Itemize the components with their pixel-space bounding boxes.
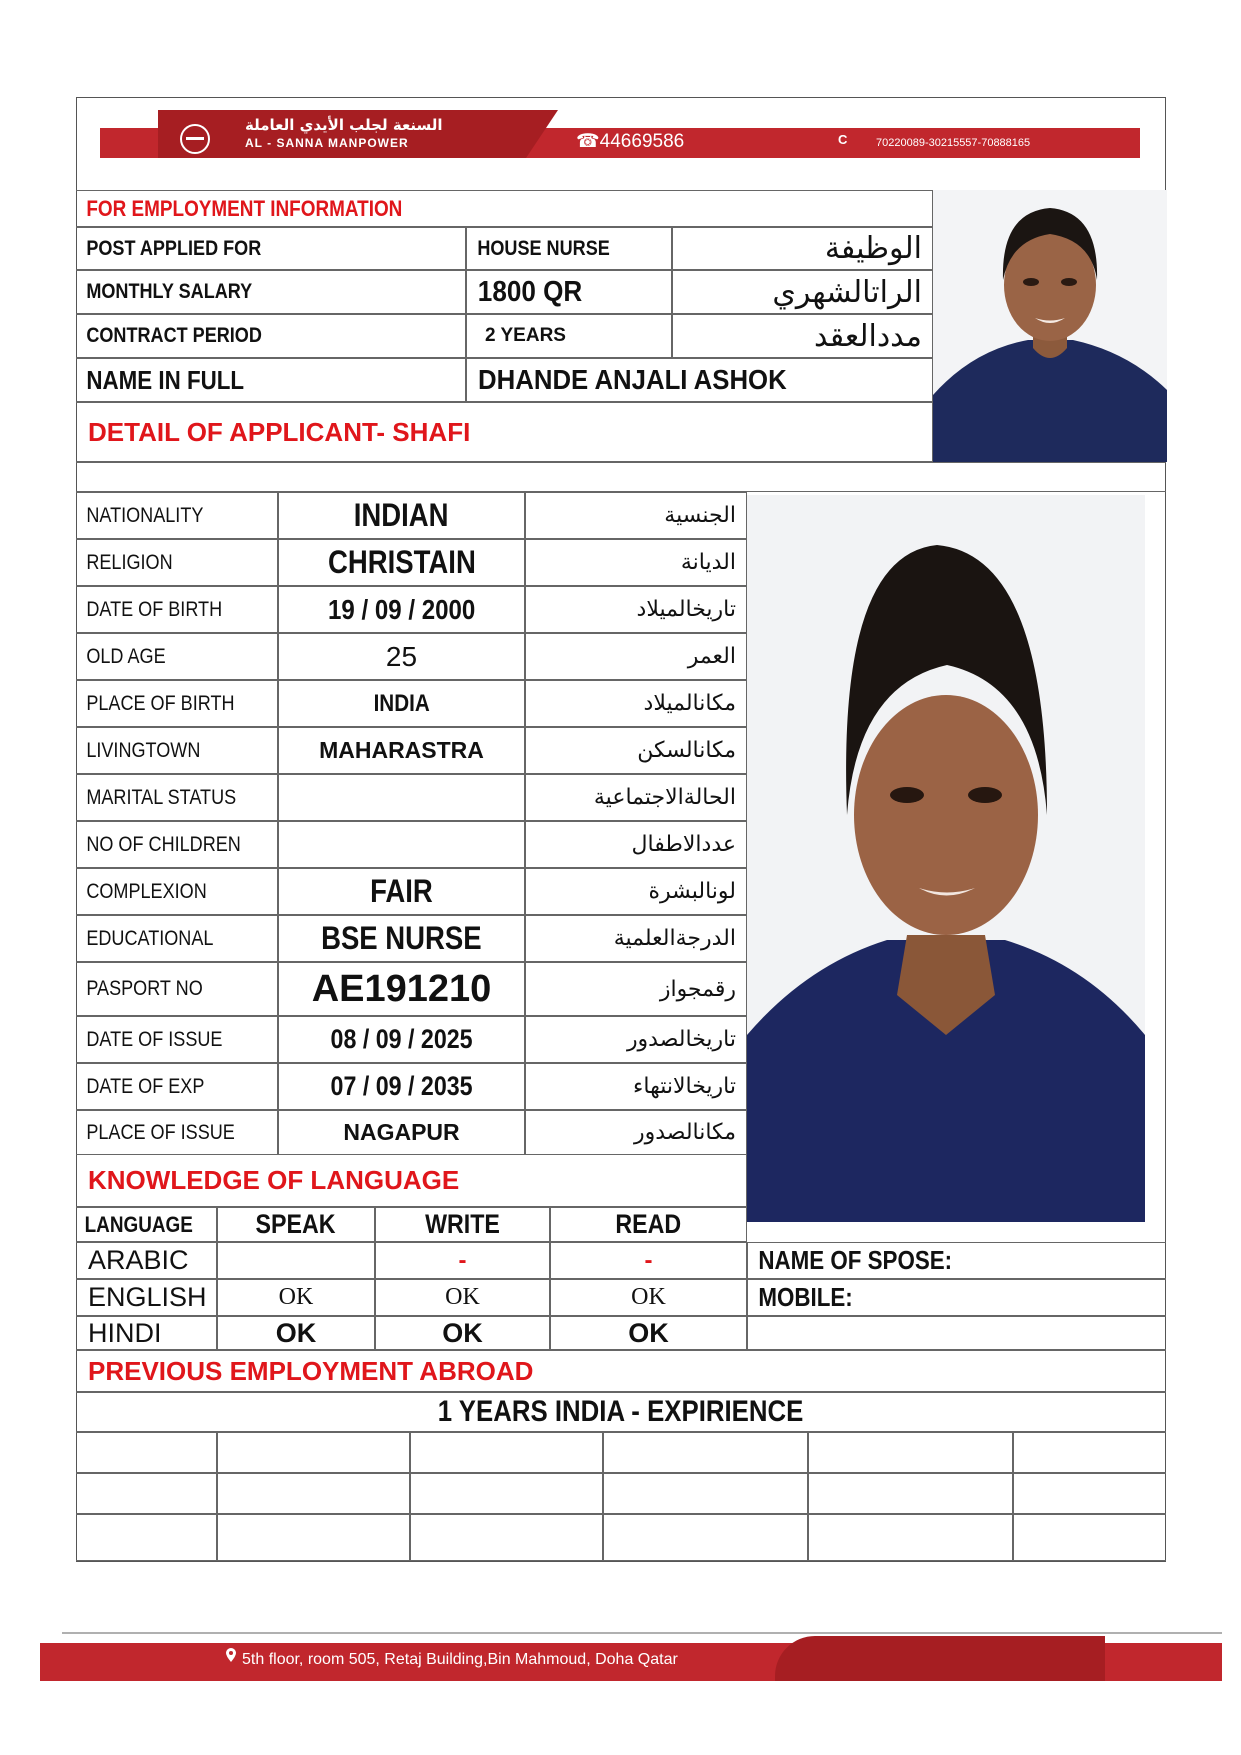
full-name-label-cell: NAME IN FULL: [76, 358, 466, 402]
empty-grid-cell: [410, 1473, 603, 1514]
full-name-value-cell: DHANDE ANJALI ASHOK: [466, 358, 933, 402]
post-applied-label-cell: POST APPLIED FOR: [76, 227, 466, 270]
applicant-row-value: AE191210: [278, 962, 525, 1016]
applicant-row-arabic: الديانة: [525, 539, 747, 586]
spacer-row: [76, 462, 1166, 492]
previous-employment-header: [76, 1350, 1166, 1392]
applicant-row-arabic: مكانالصدور: [525, 1110, 747, 1155]
company-name-arabic: السنعة لجلب الأيدي العاملة: [245, 116, 443, 134]
language-cell: [217, 1242, 375, 1279]
company-name-english: AL - SANNA MANPOWER: [245, 136, 409, 150]
language-cell: -: [550, 1242, 747, 1279]
mobile-icon: C: [838, 132, 848, 147]
applicant-row-label: NO OF CHILDREN: [76, 821, 278, 868]
language-section-header: [76, 1155, 747, 1207]
contract-period-arabic-cell: مددالعقد: [672, 314, 933, 358]
applicant-row-value: INDIA: [278, 680, 525, 727]
mobile-cell: MOBILE:: [747, 1279, 1166, 1316]
applicant-row-label: NATIONALITY: [76, 492, 278, 539]
monthly-salary-arabic-cell: الراتالشهري: [672, 270, 933, 314]
post-applied-value-cell: HOUSE NURSE: [466, 227, 672, 270]
footer-accent: [775, 1636, 1105, 1681]
empty-grid-cell: [410, 1514, 603, 1561]
empty-grid-cell: [603, 1432, 808, 1473]
applicant-row-label: RELIGION: [76, 539, 278, 586]
applicant-row-label: PLACE OF ISSUE: [76, 1110, 278, 1155]
applicant-row-value: MAHARASTRA: [278, 727, 525, 774]
applicant-row-arabic: تاريخالميلاد: [525, 586, 747, 633]
applicant-row-value: FAIR: [278, 868, 525, 915]
company-mobiles: 70220089-30215557-70888165: [876, 137, 1031, 149]
applicant-section-title: DETAIL OF APPLICANT- SHAFI: [88, 416, 471, 447]
empty-grid-cell: [1013, 1432, 1166, 1473]
applicant-row-label: OLD AGE: [76, 633, 278, 680]
footer-address: 5th floor, room 505, Retaj Building,Bin Mahmoud, Doha Qatar: [242, 1651, 678, 1668]
company-phone: ☎44669586: [576, 131, 685, 152]
applicant-row-arabic: لونالبشرة: [525, 868, 747, 915]
applicant-row-arabic: تاريخالانتهاء: [525, 1063, 747, 1110]
applicant-row-arabic: مكانالسكن: [525, 727, 747, 774]
portrait-large-image: [747, 495, 1145, 1222]
monthly-salary-value-cell: 1800 QR: [466, 270, 672, 314]
applicant-row-arabic: مكانالميلاد: [525, 680, 747, 727]
language-cell: OK: [217, 1279, 375, 1316]
applicant-row-value: 08 / 09 / 2025: [278, 1016, 525, 1063]
previous-employment-title: PREVIOUS EMPLOYMENT ABROAD: [88, 1355, 534, 1386]
applicant-row-arabic: الحالةالاجتماعية: [525, 774, 747, 821]
post-applied-arabic-cell: الوظيفة: [672, 227, 933, 270]
portrait-small-image: [933, 190, 1167, 462]
applicant-row-label: EDUCATIONAL: [76, 915, 278, 962]
applicant-row-arabic: تاريخالصدور: [525, 1016, 747, 1063]
language-cell: OK: [550, 1316, 747, 1350]
applicant-row-label: MARITAL STATUS: [76, 774, 278, 821]
empty-grid-cell: [217, 1514, 410, 1561]
empty-grid-cell: [1013, 1473, 1166, 1514]
applicant-row-label: LIVINGTOWN: [76, 727, 278, 774]
empty-grid-cell: [410, 1432, 603, 1473]
location-pin-icon: [226, 1648, 236, 1662]
applicant-row-label: DATE OF BIRTH: [76, 586, 278, 633]
empty-grid-cell: [217, 1473, 410, 1514]
previous-employment-summary-cell: [76, 1392, 1166, 1432]
applicant-row-label: PLACE OF BIRTH: [76, 680, 278, 727]
applicant-row-value: 07 / 09 / 2035: [278, 1063, 525, 1110]
empty-grid-cell: [1013, 1514, 1166, 1561]
applicant-photo-small: [933, 190, 1167, 462]
language-header-0: LANGUAGE: [76, 1207, 217, 1242]
language-header-2: WRITE: [375, 1207, 550, 1242]
applicant-row-value: 19 / 09 / 2000: [278, 586, 525, 633]
language-cell: OK: [550, 1279, 747, 1316]
applicant-row-value: 25: [278, 633, 525, 680]
monthly-salary-label-cell: MONTHLY SALARY: [76, 270, 466, 314]
applicant-row-value: INDIAN: [278, 492, 525, 539]
language-cell: ARABIC: [76, 1242, 217, 1279]
language-cell: OK: [375, 1279, 550, 1316]
language-cell: ENGLISH: [76, 1279, 217, 1316]
applicant-row-value: NAGAPUR: [278, 1110, 525, 1155]
applicant-row-value: [278, 821, 525, 868]
language-section-title: KNOWLEDGE OF LANGUAGE: [88, 1165, 460, 1195]
applicant-row-arabic: عددالاطفال: [525, 821, 747, 868]
employment-section-title: FOR EMPLOYMENT INFORMATION: [86, 195, 403, 221]
applicant-section-header: [76, 402, 933, 462]
applicant-row-arabic: رقمجواز: [525, 962, 747, 1016]
contract-period-value-cell: 2 YEARS: [466, 314, 672, 358]
language-cell: OK: [375, 1316, 550, 1350]
applicant-photo-large: [747, 495, 1145, 1222]
applicant-row-label: PASPORT NO: [76, 962, 278, 1016]
language-header-3: READ: [550, 1207, 747, 1242]
empty-grid-cell: [76, 1432, 217, 1473]
empty-grid-cell: [76, 1514, 217, 1561]
contract-period-label-cell: CONTRACT PERIOD: [76, 314, 466, 358]
applicant-row-label: DATE OF EXP: [76, 1063, 278, 1110]
spouse-cell: NAME OF SPOSE:: [747, 1242, 1166, 1279]
previous-employment-summary: 1 YEARS INDIA - EXPIRIENCE: [438, 1395, 804, 1428]
employment-section-header: [76, 190, 933, 227]
footer-divider: [62, 1632, 1222, 1634]
applicant-row-arabic: العمر: [525, 633, 747, 680]
applicant-row-arabic: الدرجةالعلمية: [525, 915, 747, 962]
applicant-row-label: DATE OF ISSUE: [76, 1016, 278, 1063]
empty-grid-cell: [808, 1514, 1013, 1561]
applicant-row-value: BSE NURSE: [278, 915, 525, 962]
empty-grid-cell: [603, 1514, 808, 1561]
empty-grid-cell: [603, 1473, 808, 1514]
applicant-row-arabic: الجنسية: [525, 492, 747, 539]
language-header-1: SPEAK: [217, 1207, 375, 1242]
language-cell: HINDI: [76, 1316, 217, 1350]
language-cell: OK: [217, 1316, 375, 1350]
empty-grid-cell: [217, 1432, 410, 1473]
applicant-row-value: [278, 774, 525, 821]
empty-cell: [747, 1316, 1166, 1350]
globe-logo-icon: [180, 124, 210, 154]
company-banner: [100, 110, 1140, 162]
applicant-row-label: COMPLEXION: [76, 868, 278, 915]
language-cell: -: [375, 1242, 550, 1279]
phone-icon: ☎: [576, 131, 600, 152]
applicant-row-value: CHRISTAIN: [278, 539, 525, 586]
empty-grid-cell: [808, 1473, 1013, 1514]
empty-grid-cell: [76, 1473, 217, 1514]
empty-grid-cell: [808, 1432, 1013, 1473]
